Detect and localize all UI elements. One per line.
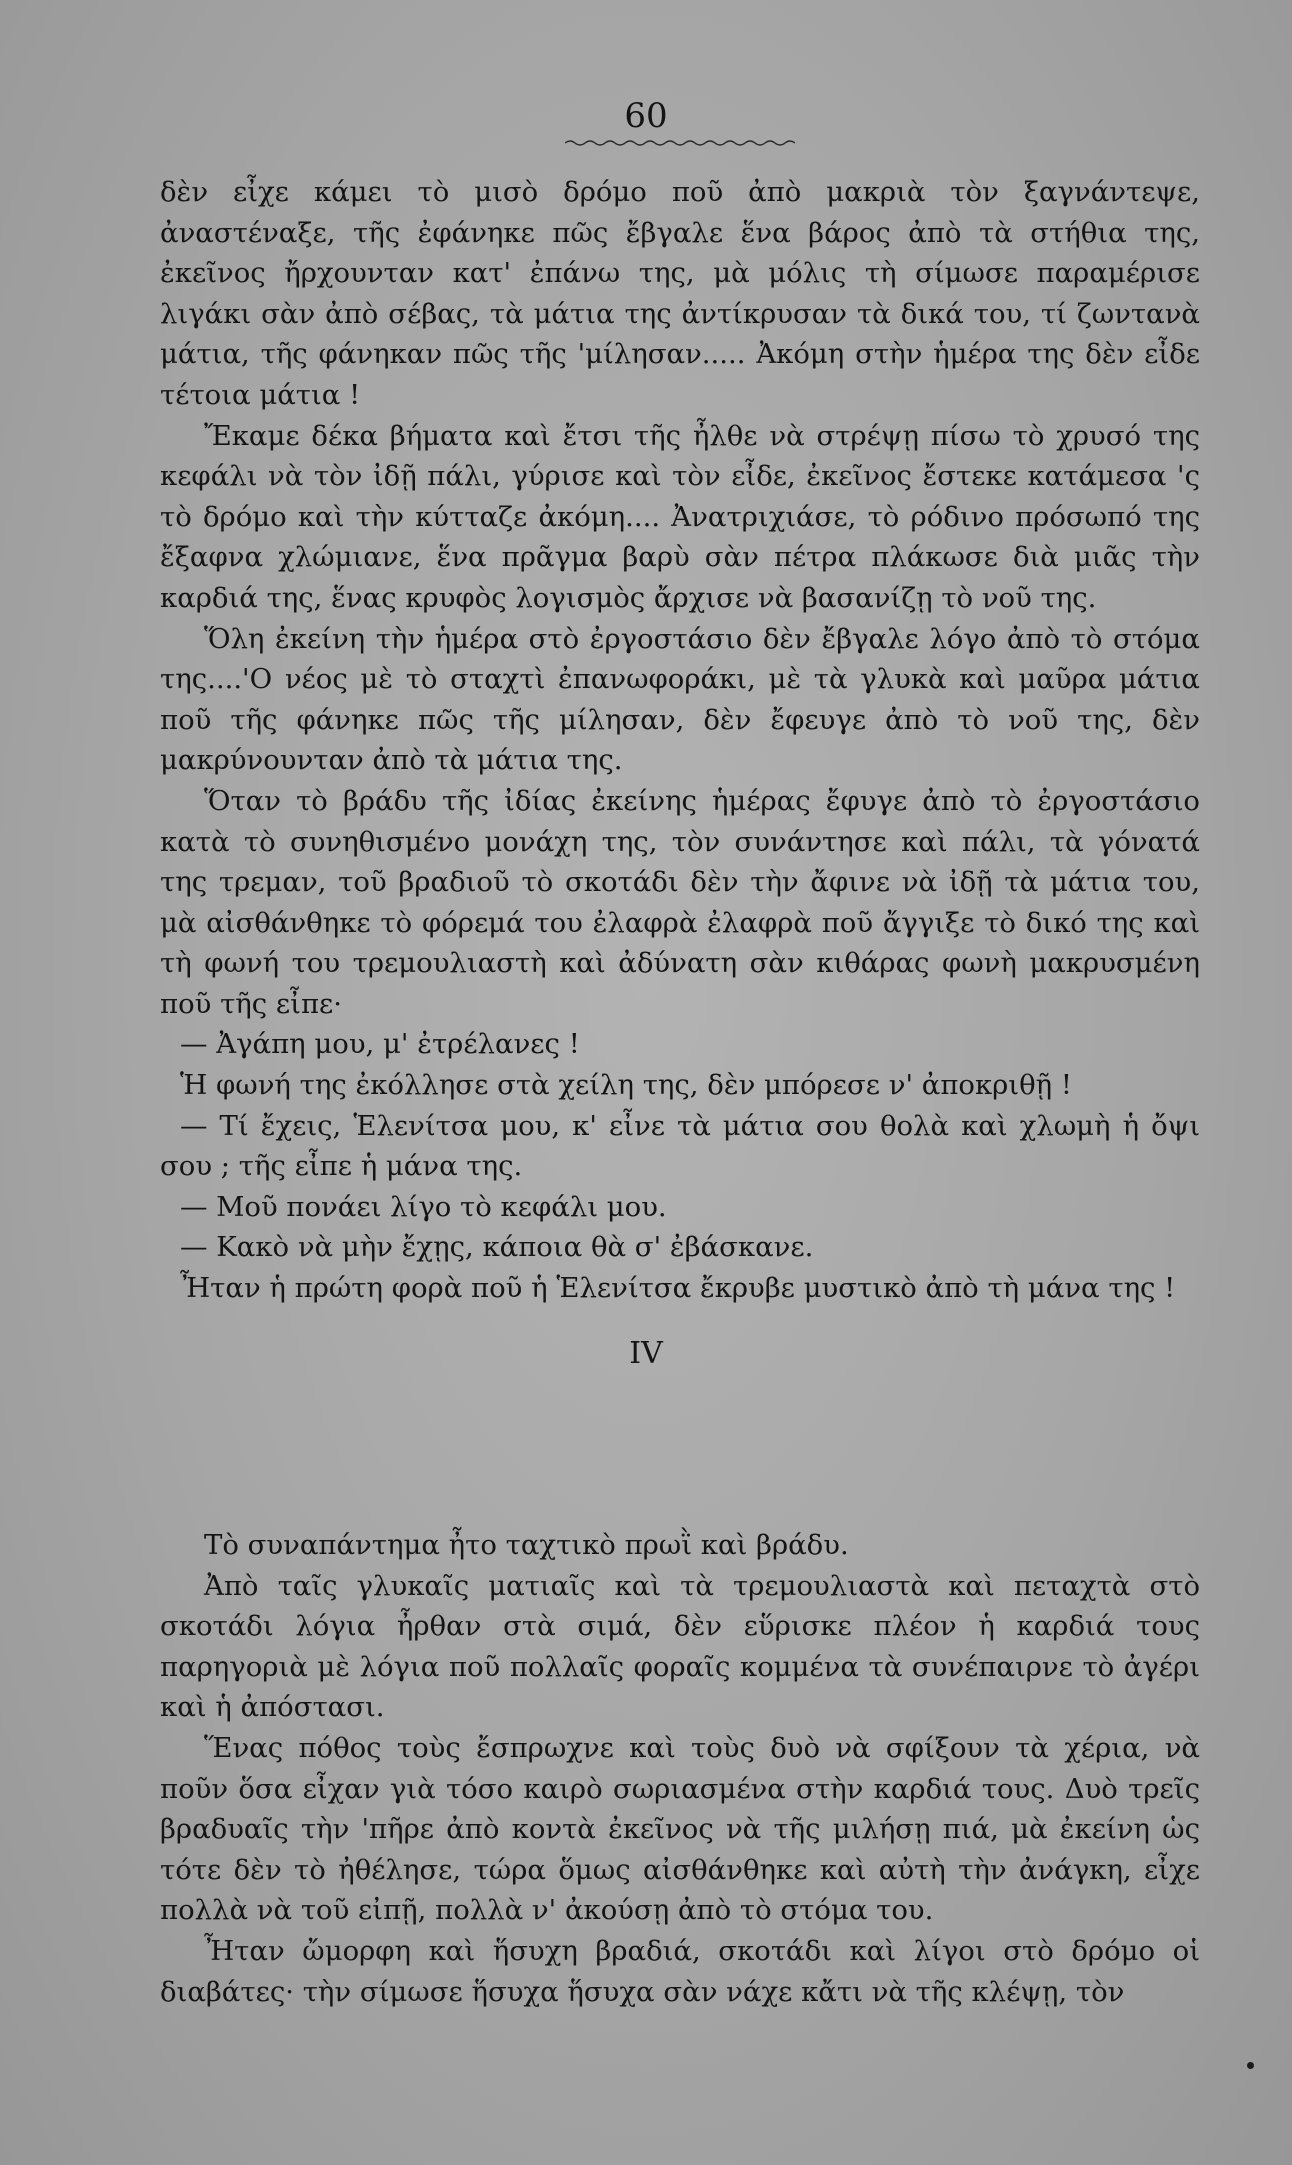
paragraph: Ἀπὸ ταῖς γλυκαῖς ματιαῖς καὶ τὰ τρεμουλιαστὰ καὶ πεταχτὰ στὸ σκοτάδι λόγια ἦρθαν στὰ σιμά, δὲν εὕρισκε πλέον ἡ καρδιά τους παρηγοριὰ μὲ λόγια ποῦ πολλαῖς φοραῖς κομμένα τὰ συνέπαιρνε τὸ ἀγέρι καὶ ἡ ἀπόστασι. [160, 1569, 1200, 1724]
ink-smudge [1247, 2062, 1254, 2069]
paragraph: Ἦταν ὤμορφη καὶ ἥσυχη βραδιά, σκοτάδι καὶ λίγοι στὸ δρόμο οἱ διαβάτες· τὴν σίμωσε ἥσυχα ἥσυχα σὰν νάχε κἄτι νὰ τῆς κλέψῃ, τὸν [160, 1934, 1200, 2008]
section-heading: IV [629, 1336, 663, 1371]
paragraph: Τὸ συναπάντημα ἦτο ταχτικὸ πρωῒ καὶ βράδυ. [204, 1529, 849, 1561]
dialogue-line: — Κακὸ νὰ μὴν ἔχῃς, κάποια θὰ σ' ἐβάσκανε. [180, 1231, 814, 1264]
lower-text-block [160, 1525, 1200, 2012]
page-number: 60 [624, 96, 668, 136]
paragraph: Ὅταν τὸ βράδυ τῆς ἰδίας ἐκείνης ἡμέρας ἔφυγε ἀπὸ τὸ ἐργοστάσιο κατὰ τὸ συνηθισμένο μονάχη της, τὸν συνάντησε καὶ πάλι, τὰ γόνατά της τρεμαν, τοῦ βραδιοῦ τὸ σκοτάδι δὲν τὴν ἄφινε νὰ ἰδῇ τὰ μάτια του, μὰ αἰσθάνθηκε τὸ φόρεμά του ἐλαφρὰ ἐλαφρὰ ποῦ ἄγγιξε τὸ δικό της καὶ τὴ φωνή του τρεμουλιαστὴ καὶ ἀδύνατη σὰν κιθάρας φωνὴ μακρυσμένη ποῦ τῆς εἶπε· [160, 784, 1200, 1020]
dialogue-line: — Μοῦ πονάει λίγο τὸ κεφάλι μου. [180, 1190, 667, 1223]
paragraph: Ἕνας πόθος τοὺς ἔσπρωχνε καὶ τοὺς δυὸ νὰ σφίξουν τὰ χέρια, νὰ ποῦν ὅσα εἶχαν γιὰ τόσο καιρὸ σωριασμένα στὴν καρδιά τους. Δυὸ τρεῖς βραδυαῖς τὴν 'πῆρε ἀπὸ κοντὰ ἐκεῖνος νὰ τῆς μιλήσῃ πιά, μὰ ἐκείνη ὡς τότε δὲν τὸ ἠθέλησε, τώρα ὅμως αἰσθάνθηκε καὶ αὐτὴ τὴν ἀνάγκη, εἶχε πολλὰ νὰ τοῦ εἰπῇ, πολλὰ ν' ἀκούσῃ ἀπὸ τὸ στόμα του. [160, 1731, 1200, 1927]
dialogue-line: Ἡ φωνή της ἐκόλλησε στὰ χείλη της, δὲν μπόρεσε ν' ἀποκριθῇ ! [180, 1069, 1072, 1102]
upper-text-block [160, 172, 1200, 1309]
paragraph: Ὅλη ἐκείνη τὴν ἡμέρα στὸ ἐργοστάσιο δὲν ἔβγαλε λόγο ἀπὸ τὸ στόμα της....'Ο νέος μὲ τὸ σταχτὶ ἐπανωφοράκι, μὲ τὰ γλυκὰ καὶ μαῦρα μάτια ποῦ τῆς φάνηκε πῶς τῆς μίλησαν, δὲν ἔφευγε ἀπὸ τὸ νοῦ της, δὲν μακρύνουνταν ἀπὸ τὰ μάτια της. [160, 622, 1200, 777]
decorative-wavy-rule [565, 138, 795, 148]
dialogue-line: Ἦταν ἡ πρώτη φορὰ ποῦ ἡ Ἑλενίτσα ἔκρυβε μυστικὸ ἀπὸ τὴ μάνα της ! [180, 1272, 1176, 1305]
dialogue-line: — Τί ἔχεις, Ἑλενίτσα μου, κ' εἶνε τὰ μάτια σου θολὰ καὶ χλωμὴ ἡ ὄψι σου ; τῆς εἶπε ἡ μάνα της. [160, 1109, 1200, 1183]
paragraph: δὲν εἶχε κάμει τὸ μισὸ δρόμο ποῦ ἀπὸ μακριὰ τὸν ξαγνάντεψε, ἀναστέναξε, τῆς ἐφάνηκε πῶς ἔβγαλε ἕνα βάρος ἀπὸ τὰ στήθια της, ἐκεῖνος ἤρχουνταν κατ' ἐπάνω της, μὰ μόλις τὴ σίμωσε παραμέρισε λιγάκι σὰν ἀπὸ σέβας, τὰ μάτια της ἀντίκρυσαν τὰ δικά του, τί ζωντανὰ μάτια, τῆς φάνηκαν πῶς τῆς 'μίλησαν..... Ἀκόμη στὴν ἡμέρα της δὲν εἶδε τέτοια μάτια ! [160, 176, 1200, 411]
paragraph: Ἔκαμε δέκα βήματα καὶ ἔτσι τῆς ἦλθε νὰ στρέψῃ πίσω τὸ χρυσό της κεφάλι νὰ τὸν ἰδῇ πάλι, γύρισε καὶ τὸν εἶδε, ἐκεῖνος ἔστεκε κατάμεσα 'ς τὸ δρόμο καὶ τὴν κύτταζε ἀκόμη.... Ἀνατριχιάσε, τὸ ρόδινο πρόσωπό της ἔξαφνα χλώμιανε, ἕνα πρᾶγμα βαρὺ σὰν πέτρα πλάκωσε διὰ μιᾶς τὴν καρδιά της, ἕνας κρυφὸς λογισμὸς ἄρχισε νὰ βασανίζῃ τὸ νοῦ της. [160, 419, 1200, 614]
dialogue-line: — Ἀγάπη μου, μ' ἐτρέλανες ! [180, 1028, 580, 1061]
